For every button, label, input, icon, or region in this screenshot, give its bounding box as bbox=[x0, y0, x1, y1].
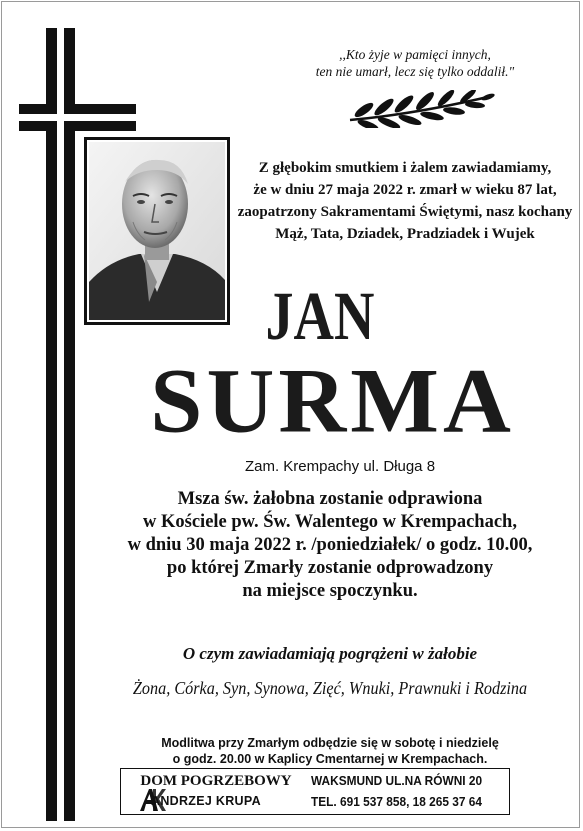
mass-line-5: na miejsce spoczynku. bbox=[242, 581, 418, 601]
cross-center-line bbox=[57, 104, 64, 131]
funeral-home-owner: ANDRZEJ KRUPA bbox=[151, 794, 261, 808]
mass-line-2: w Kościele pw. Św. Walentego w Krempachach, bbox=[143, 512, 517, 532]
announcement-line-4: Mąż, Tata, Dziadek, Pradziadek i Wujek bbox=[275, 226, 535, 242]
portrait-photo bbox=[84, 137, 230, 325]
funeral-mass-info bbox=[80, 488, 580, 603]
announcement-line-2: że w dniu 27 maja 2022 r. zmarł w wieku 87 lat, bbox=[253, 182, 557, 198]
memorial-quote bbox=[270, 46, 560, 80]
cross-horizontal-beam bbox=[19, 104, 136, 131]
mass-line-3: w dniu 30 maja 2022 r. /poniedziałek/ o godz. 10.00, bbox=[127, 535, 533, 555]
announcement-line-1: Z głębokim smutkiem i żalem zawiadamiamy, bbox=[258, 160, 552, 176]
deceased-last-name: SURMA bbox=[150, 350, 515, 453]
palm-branch-icon bbox=[346, 90, 496, 128]
announcement-line-3: zaopatrzony Sakramentami Świętymi, nasz kochany bbox=[237, 204, 573, 220]
deceased-address: Zam. Krempachy ul. Długa 8 bbox=[244, 458, 436, 475]
quote-line-2: ten nie umarł, lecz się tylko oddalił." bbox=[315, 64, 515, 79]
deceased-first-name: JAN bbox=[265, 279, 375, 355]
mourners-intro: O czym zawiadamiają pogrążeni w żałobie bbox=[182, 644, 478, 663]
funeral-home-address: WAKSMUND UL.NA RÓWNI 20 bbox=[311, 774, 483, 788]
cross-vertical-beam bbox=[46, 28, 75, 821]
quote-line-1: ,,Kto żyje w pamięci innych, bbox=[339, 47, 491, 62]
mass-line-1: Msza św. żałobna zostanie odprawiona bbox=[177, 489, 483, 509]
family-list: Żona, Córka, Syn, Synowa, Zięć, Wnuki, Prawnuki i Rodzina bbox=[132, 678, 528, 698]
prayer-line-2: o godz. 20.00 w Kaplicy Cmentarnej w Krempachach. bbox=[172, 752, 488, 766]
portrait-image bbox=[89, 142, 225, 320]
funeral-home-box bbox=[120, 768, 510, 815]
prayer-info bbox=[110, 735, 550, 767]
funeral-home-name: DOM POGRZEBOWY bbox=[140, 773, 292, 789]
prayer-line-1: Modlitwa przy Zmarłym odbędzie się w sobotę i niedzielę bbox=[161, 736, 499, 750]
funeral-home-phone: TEL. 691 537 858, 18 265 37 64 bbox=[311, 795, 482, 809]
mass-line-4: po której Zmarły zostanie odprowadzony bbox=[166, 558, 494, 578]
death-announcement bbox=[235, 157, 575, 245]
